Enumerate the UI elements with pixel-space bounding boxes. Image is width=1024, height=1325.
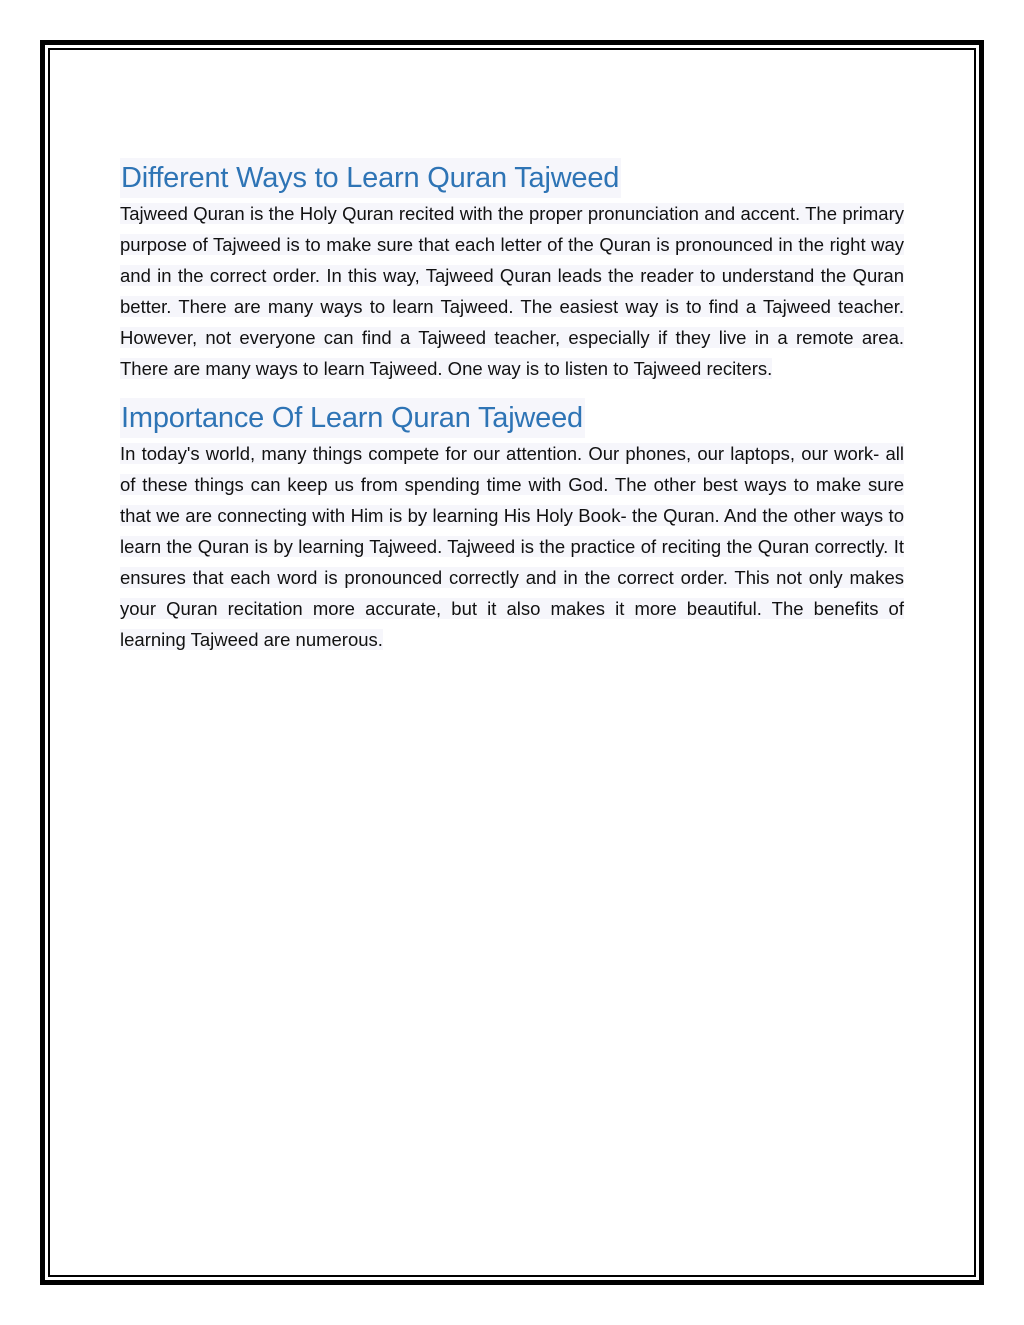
section-paragraph-text: In today's world, many things compete for our attention. Our phones, our laptops, our work- all of these things can keep us from spending time with God. The other best ways to make sure that we are connecting with Him is by learning His Holy Book- the Quran. And the other ways to learn the Quran is by learning Tajweed. Tajweed is the practice of reciting the Quran correctly. It ensures that each word is pronounced correctly and in the correct order. This not only makes your Quran recitation more accurate, but it also makes it more beautiful. The benefits of learning Tajweed are numerous. <box>120 443 904 650</box>
document-content <box>120 158 904 655</box>
section-paragraph-different-ways <box>120 198 904 384</box>
section-paragraph-importance <box>120 438 904 655</box>
section-heading-importance: Importance Of Learn Quran Tajweed <box>120 398 585 438</box>
section-heading-different-ways: Different Ways to Learn Quran Tajweed <box>120 158 621 198</box>
section-paragraph-text: Tajweed Quran is the Holy Quran recited with the proper pronunciation and accent. The primary purpose of Tajweed is to make sure that each letter of the Quran is pronounced in the right way and in the correct order. In this way, Tajweed Quran leads the reader to understand the Quran better. There are many ways to learn Tajweed. The easiest way is to find a Tajweed teacher. However, not everyone can find a Tajweed teacher, especially if they live in a remote area. There are many ways to learn Tajweed. One way is to listen to Tajweed reciters. <box>120 203 904 379</box>
